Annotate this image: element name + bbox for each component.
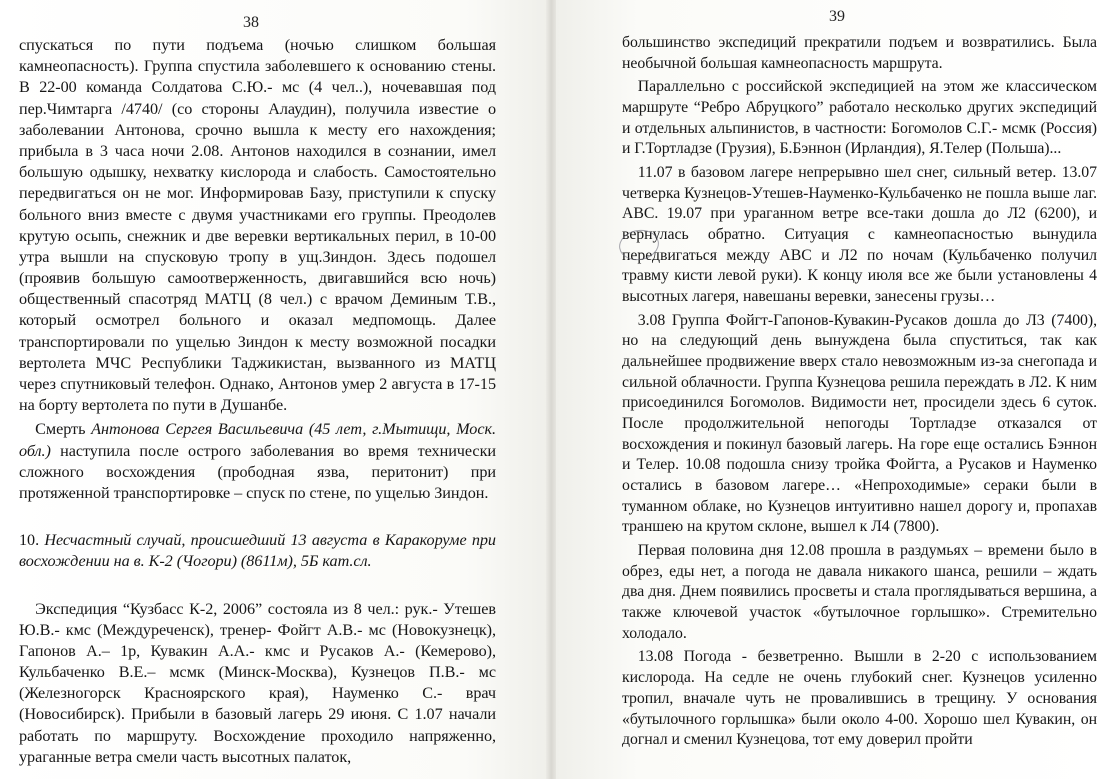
paragraph: спускаться по пути подъема (ночью слишком большая камнеопасность). Группа спустила заболевшего к основанию стены. В 22-00 команда Солдатова С.Ю.- мс (4 чел..), ночевавшая под пер.Чимтарга /4740/ (со стороны Алаудин), получила известие о заболевании Антонова, срочно вышла к месту его нахождения; прибыла в 3 часа ночи 2.08. Антонов находился в сознании, имел большую одышку, нехватку кислорода и слабость. Самостоятельно передвигаться он не мог. Информировав Базу, приступили к спуску больного вниз вместе с двумя участниками его группы. Преодолев крутую осыпь, снежник и две веревки вертикальных перил, в 10-00 утра вышли на спусковую тропу в ущ.Зиндон. Здесь подошел (проявив большую самоотверженность, двигавшийся всю ночь) общественный спасотряд МАТЦ (8 чел.) с врачом Деминым Т.В., который осмотрел больного и оказал медпомощь. Далее транспортировали по ущелью Зиндон к месту возможной посадки вертолета МЧС Республики Таджикистан, вызванного из МАТЦ через спутниковый телефон. Однако, Антонов умер 2 августа в 17-15 на борту вертолета по пути в Душанбе. bbox=[19, 36, 496, 415]
paragraph bbox=[19, 599, 496, 769]
accident-heading bbox=[19, 530, 496, 572]
paragraph-body: 3.08 Группа Фойгт-Гапонов-Кувакин-Русаков дошла до Л3 (7400), но на следующий день вынуждена была спуститься, так как дальнейшее продвижение вверх стало невозможным из-за снегопада и сильной облачности. Группа Кузнецова решила переждать в Л2. К ним присоединился Богомолов. Видимости нет, просидели здесь 6 суток. После продолжительной непогоды Тортладзе отказался от восхождения и покинул базовый лагерь. На горе еще остались Бэннон и Телер. 10.08 подошла снизу тройка Фойгта, а Русаков и Науменко остались в базовом лагере… «Непроходимые» сераки были в туманном облаке, но Кузнецов интуитивно нашел дорогу и, пропахав траншею на крутом склоне, вышел к Л4 (7800). bbox=[622, 311, 1097, 536]
paragraph-body: Экспедиция “Кузбасс К-2, 2006” состояла из 8 чел.: рук.- Утешев Ю.В.- кмс (Междуреченск), тренер- Фойгт А.В.- мс (Новокузнецк), Гапонов А.– 1р, Кувакин А.А.- кмс и Русаков А.- (Кемерово), Кульбаченко В.Е.– мсмк (Минск-Москва), Кузнецов П.В.- мс (Железногорск Красноярского края), Науменко С.- врач (Новосибирск). Прибыли в базовый лагерь 29 июня. С 1.07 начали работать по маршруту. Восхождение проходило напряженно, ураганные ветра смели часть высотных палаток, bbox=[19, 599, 496, 766]
heading-number: 10. bbox=[19, 531, 45, 550]
left-page bbox=[0, 0, 548, 779]
paragraph-body: 13.08 Погода - безветренно. Вышли в 2-20 с использованием кислорода. На седле не очень глубокий снег. Кузнецов усиленно тропил, вначале чуть не провалившись в трещину. У основания «бутылочного горлышка» были около 4-00. Хорошо шел Кувакин, он догнал и сменил Кузнецова, тот ему доверил пройти bbox=[622, 648, 1097, 749]
paragraph bbox=[622, 647, 1097, 750]
paragraph bbox=[622, 163, 1097, 308]
italic-name: Антонова Сергея Васильевича (45 лет, г.Мытищи, Моск. обл.) bbox=[19, 420, 496, 460]
paragraph bbox=[622, 541, 1097, 644]
paragraph bbox=[622, 77, 1097, 160]
paragraph-body: Первая половина дня 12.08 прошла в раздумьях – времени было в обрез, еды нет, а погода не давала никакого шанса, решили – ждать два дня. Днем появились просветы и стала проглядываться вершина, а также ключевой участок «бутылочное горлышко». Стремительно холодало. bbox=[622, 542, 1097, 642]
page-number: 39 bbox=[829, 8, 845, 25]
left-page-text bbox=[19, 35, 496, 768]
paragraph-body: Параллельно с российской экспедицией на этом же классическом маршруте “Ребро Абруцкого” работало несколько других экспедиций и отдельных альпинистов, в частности: Богомолов С.Г.- мсмк (Россия) и Г.Тортладзе (Грузия), Б.Бэннон (Ирландия), Я.Телер (Польша)... bbox=[622, 78, 1097, 158]
paragraph: большинство экспедиций прекратили подъем и возвратились. Была необычной большая камнеопасность маршрута. bbox=[622, 34, 1097, 72]
paragraph-rest: наступила после острого заболевания во время технически сложного восхождения (прободная язва, перитонит) при протяженной транспортировке – спуск по стене, по ущелью Зиндон. bbox=[19, 441, 496, 502]
paragraph-lead: Смерть bbox=[35, 420, 92, 439]
heading-title: Несчастный случай, происшедший 13 августа в Каракоруме при восхождении на в. К-2 (Чогори) (8611м), 5Б кат.сл. bbox=[19, 531, 496, 571]
paragraph-body: 11.07 в базовом лагере непрерывно шел снег, сильный ветер. 13.07 четверка Кузнецов-Утешев-Науменко-Кульбаченко не пошла выше лаг. АВС. 19.07 при ураганном ветре все-таки дошла до Л2 (6200), и вернулась обратно. Ситуация с камнеопасностью вынудила передвигаться между АВС и Л2 по ночам (Кульбаченко получил травму кисти левой руки). К концу июля все же были установлены 4 высотных лагеря, навешаны веревки, занесены грузы… bbox=[622, 164, 1097, 306]
right-page-text bbox=[622, 33, 1097, 751]
page-number: 38 bbox=[243, 14, 259, 31]
paragraph bbox=[622, 311, 1097, 538]
paragraph bbox=[19, 419, 496, 504]
